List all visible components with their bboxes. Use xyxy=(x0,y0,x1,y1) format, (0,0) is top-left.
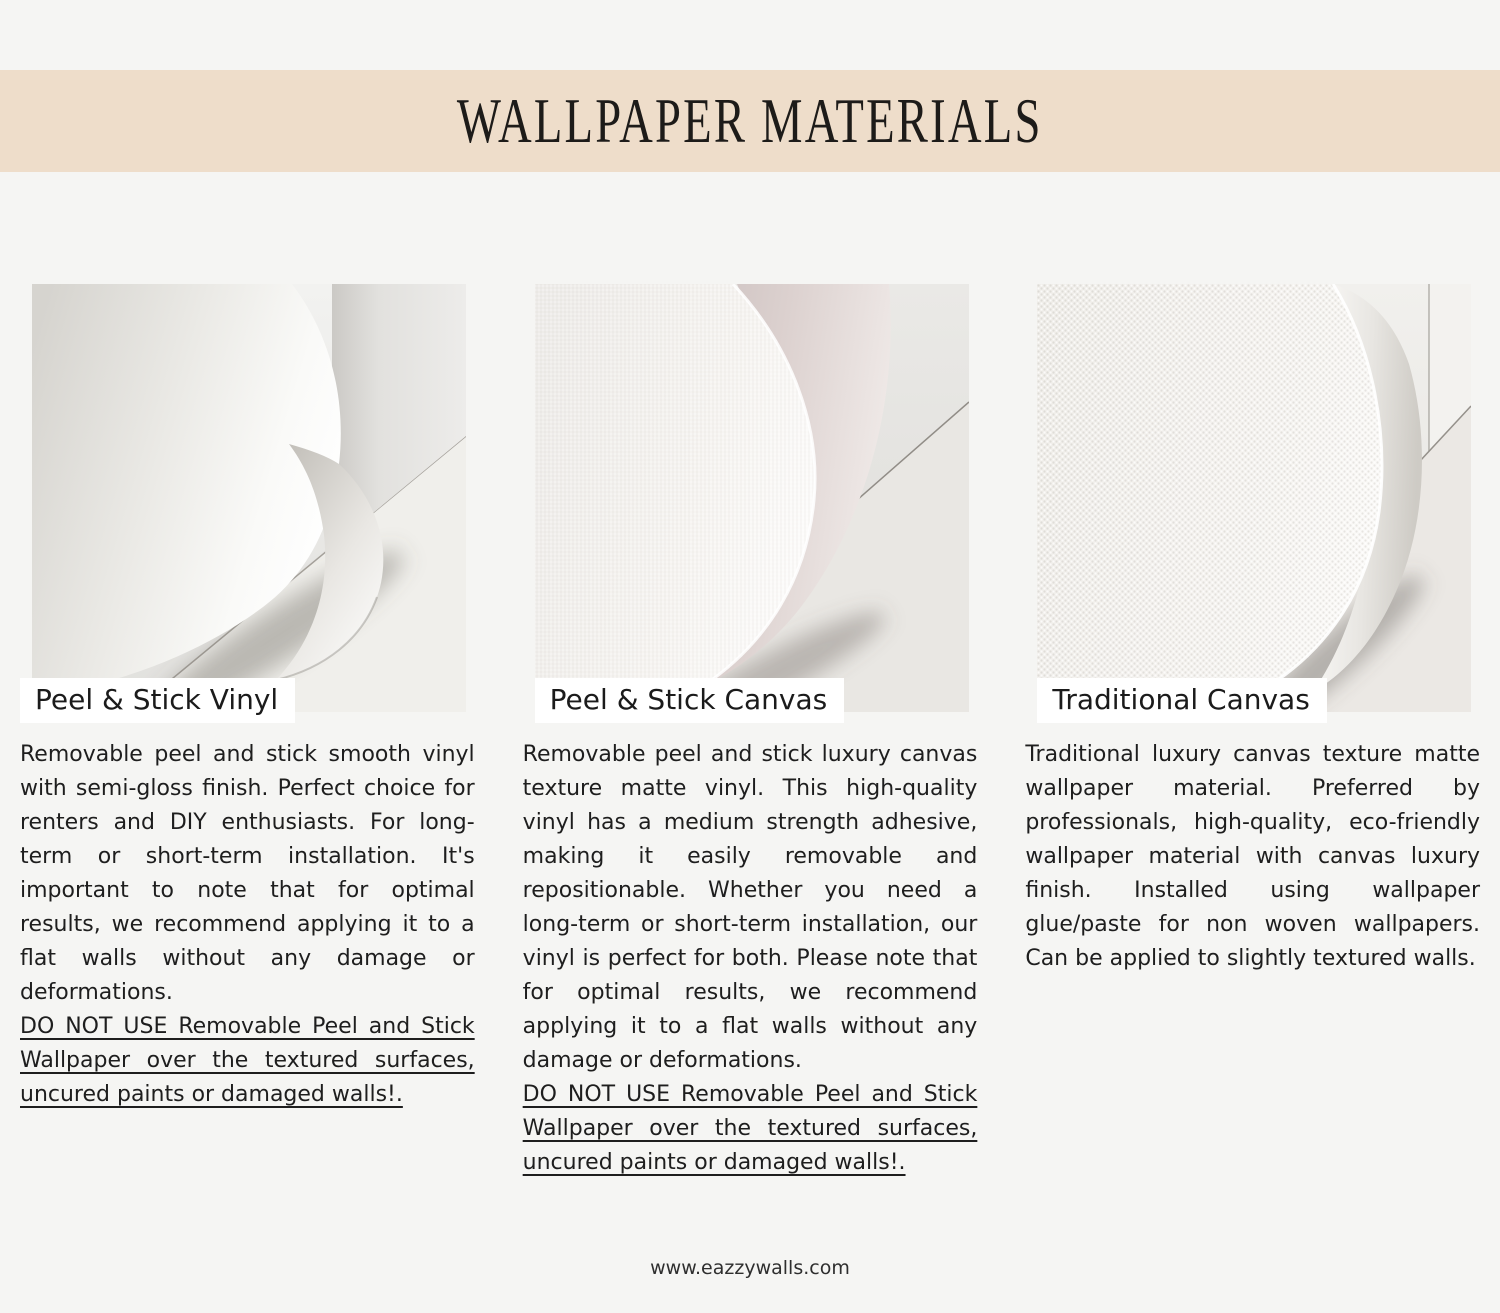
material-warning: DO NOT USE Removable Peel and Stick Wallpaper over the textured surfaces, uncured paints or damaged walls!. xyxy=(522,1082,978,1175)
material-description xyxy=(1025,738,1480,976)
materials-row xyxy=(0,284,1500,1180)
smooth-vinyl-curled-sheet-image xyxy=(32,284,466,712)
material-description xyxy=(20,738,475,1112)
material-description xyxy=(523,738,978,1180)
vinyl-sample-photo xyxy=(32,284,466,716)
material-column-canvas xyxy=(523,284,978,1180)
footer xyxy=(0,1257,1500,1279)
description-text: Removable peel and stick luxury canvas texture matte vinyl. This high-quality vinyl has a medium strength adhesive, making it easily removable and repositionable. Whether you need a long-term or short-term installation, our vinyl is perfect for both. Please note that for optimal results, we recommend applying it to a flat walls without any damage or deformations. xyxy=(522,742,978,1073)
traditional-canvas-sample-photo xyxy=(1037,284,1471,716)
page-title xyxy=(354,85,1146,158)
page-title-text: WALLPAPER MATERIALS xyxy=(457,85,1043,156)
footer-url: www.eazzywalls.com xyxy=(650,1257,850,1279)
material-column-traditional xyxy=(1025,284,1480,1180)
canvas-sample-photo xyxy=(535,284,969,716)
traditional-canvas-curled-sheet-image xyxy=(1037,284,1471,712)
canvas-vinyl-curled-sheet-image xyxy=(535,284,969,712)
material-label: Traditional Canvas xyxy=(1037,678,1326,723)
material-warning: DO NOT USE Removable Peel and Stick Wallpaper over the textured surfaces, uncured paints or damaged walls!. xyxy=(20,1014,475,1107)
material-column-vinyl xyxy=(20,284,475,1180)
description-text: Traditional luxury canvas texture matte wallpaper material. Preferred by professionals, high-quality, eco-friendly wallpaper material with canvas luxury finish. Installed using wallpaper glue/paste for non woven wallpapers. Can be applied to slightly textured walls. xyxy=(1025,742,1481,971)
header-band xyxy=(0,70,1500,172)
material-label: Peel & Stick Vinyl xyxy=(20,678,295,723)
material-label: Peel & Stick Canvas xyxy=(535,678,845,723)
description-text: Removable peel and stick smooth vinyl with semi-gloss finish. Perfect choice for renters and DIY enthusiasts. For long-term or short-term installation. It's important to note that for optimal results, we recommend applying it to a flat walls without any damage or deformations. xyxy=(20,742,475,1005)
